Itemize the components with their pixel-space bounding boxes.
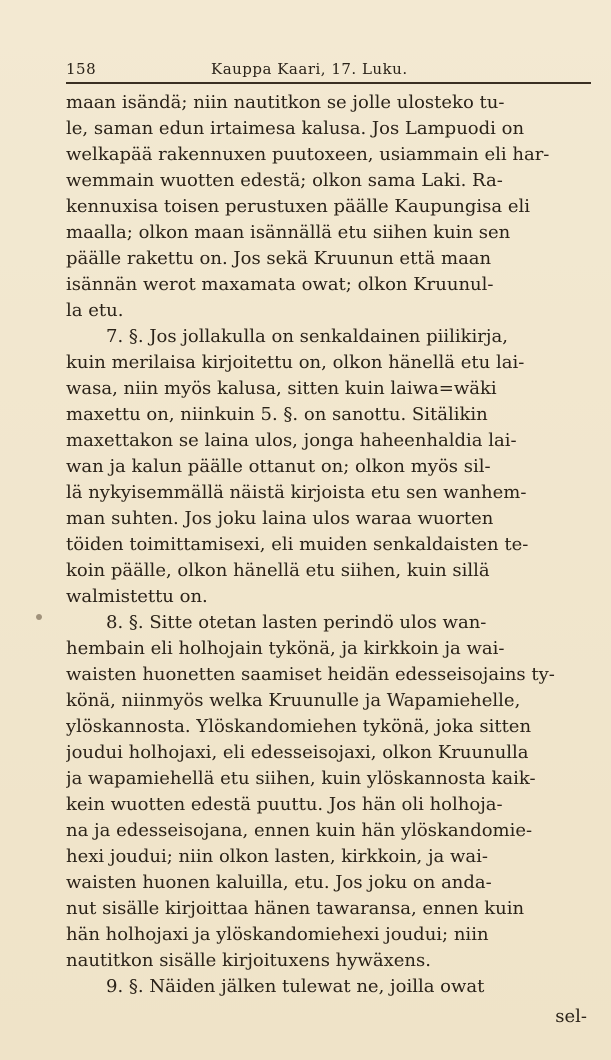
text-line: hembain eli holhojain tykönä, ja kirkkoin ja wai- (66, 638, 505, 659)
text-line: kennuxisa toisen perustuxen päälle Kaupungisa eli (66, 196, 531, 217)
text-line: hän holhojaxi ja ylöskandomiehexi joudui; niin (66, 924, 489, 945)
text-line: la etu. (66, 300, 124, 321)
text-line: töiden toimittamisexi, eli muiden senkaldaisten te- (66, 534, 529, 555)
text-line: waisten huonen kaluilla, etu. Jos joku on anda- (66, 872, 492, 893)
text-line: kuin merilaisa kirjoitettu on, olkon hänellä etu lai- (66, 352, 525, 373)
text-line: maxettakon se laina ulos, jonga haheenhaldia lai- (66, 430, 517, 451)
text-line: man suhten. Jos joku laina ulos waraa wuorten (66, 508, 494, 529)
body-text (66, 90, 591, 1000)
text-line: ylöskannosta. Ylöskandomiehen tykönä, joka sitten (66, 716, 532, 737)
text-line: könä, niinmyös welka Kruunulle ja Wapamiehelle, (66, 690, 521, 711)
margin-mark (36, 614, 42, 620)
text-line: isännän werot maxamata owat; olkon Kruunul- (66, 274, 494, 295)
text-line: wasa, niin myös kalusa, sitten kuin laiwa=wäki (66, 378, 497, 399)
text-line: ja wapamiehellä etu siihen, kuin ylöskannosta kaik- (66, 768, 536, 789)
text-line: maxettu on, niinkuin 5. §. on sanottu. Sitälikin (66, 404, 488, 425)
text-line: hexi joudui; niin olkon lasten, kirkkoin, ja wai- (66, 846, 488, 867)
text-line: joudui holhojaxi, eli edesseisojaxi, olkon Kruunulla (66, 742, 529, 763)
text-line: koin päälle, olkon hänellä etu siihen, kuin sillä (66, 560, 490, 581)
section-8-start: 8. §. Sitte otetan lasten perindö ulos wan- (106, 612, 487, 633)
text-line: wemmain wuotten edestä; olkon sama Laki. Ra- (66, 170, 503, 191)
section-9-start: 9. §. Näiden jälken tulewat ne, joilla owat (106, 976, 485, 997)
text-line: welkapää rakennuxen puutoxeen, usiammain eli har- (66, 144, 550, 165)
text-line: le, saman edun irtaimesa kalusa. Jos Lampuodi on (66, 118, 525, 139)
catchword: sel- (555, 1006, 587, 1027)
page-header (66, 58, 591, 84)
text-line: na ja edesseisojana, ennen kuin hän ylöskandomie- (66, 820, 533, 841)
text-line: nut sisälle kirjoittaa hänen tawaransa, ennen kuin (66, 898, 525, 919)
section-7-start: 7. §. Jos jollakulla on senkaldainen piilikirja, (106, 326, 508, 347)
text-line: wan ja kalun päälle ottanut on; olkon myös sil- (66, 456, 491, 477)
text-line: waisten huonetten saamiset heidän edesseisojains ty- (66, 664, 555, 685)
text-line: walmistettu on. (66, 586, 208, 607)
text-line: päälle rakettu on. Jos sekä Kruunun että maan (66, 248, 492, 269)
text-line: lä nykyisemmällä näistä kirjoista etu sen wanhem- (66, 482, 527, 503)
text-line: maalla; olkon maan isännällä etu siihen kuin sen (66, 222, 511, 243)
text-line: nautitkon sisälle kirjoituxens hywäxens. (66, 950, 431, 971)
text-line: kein wuotten edestä puuttu. Jos hän oli holhoja- (66, 794, 503, 815)
text-line: maan isändä; niin nautitkon se jolle ulosteko tu- (66, 92, 505, 113)
running-title: Kauppa Kaari, 17. Luku. (211, 60, 408, 78)
page-number: 158 (66, 60, 97, 78)
